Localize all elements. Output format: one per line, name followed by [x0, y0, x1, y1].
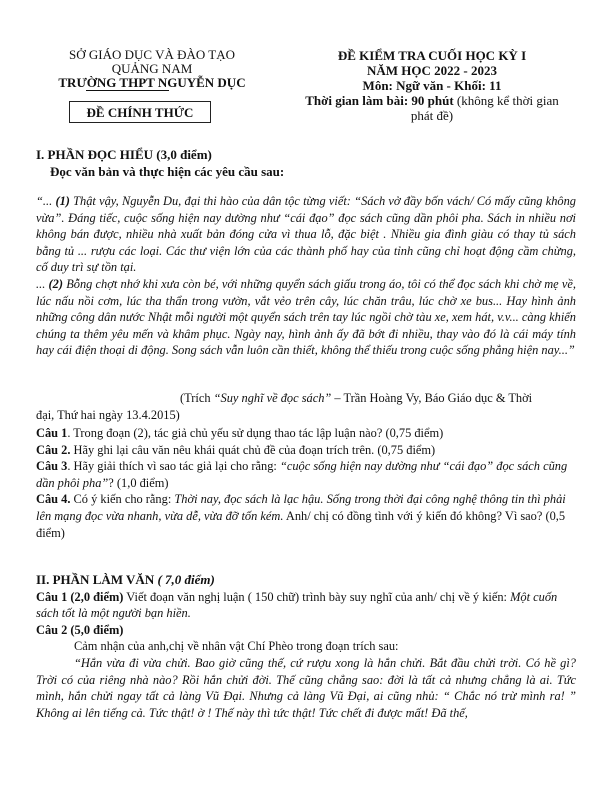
source-prefix: (Trích [180, 391, 214, 405]
source-title: “Suy nghĩ về đọc sách” [213, 391, 332, 405]
subject-grade: Môn: Ngữ văn - Khối: 11 [362, 78, 502, 93]
paragraph-number-2: (2) [48, 276, 63, 291]
quote-open: “... [36, 194, 56, 208]
reading-passage [36, 193, 576, 359]
part2-title-points: ( 7,0 điểm) [157, 572, 215, 587]
department-name: SỞ GIÁO DỤC VÀ ĐÀO TẠO [69, 47, 235, 62]
part2-section [36, 572, 576, 721]
school-name: TRƯỜNG THPT NGUYỄN DỤC [58, 75, 246, 90]
part2-title [36, 572, 576, 589]
part2-question-1-quote: Một cuốn sách tốt là một người bạn hiền. [36, 589, 558, 621]
province-name: QUẢNG NAM [111, 61, 193, 76]
passage-paragraph-1 [36, 193, 576, 276]
question-4-text: Có ý kiến cho rằng: [70, 492, 175, 507]
exam-title: ĐỀ KIỂM TRA CUỐI HỌC KỲ I [337, 48, 527, 63]
question-2-text: Hãy ghi lại câu văn nêu khái quát chủ đề của đoạn trích trên. (0,75 điểm) [70, 442, 436, 457]
question-2 [36, 442, 576, 459]
time-limit-note-cont: phát đề) [410, 108, 454, 123]
source-line-1 [36, 390, 576, 407]
part1-instruction: Đọc văn bản và thực hiện các yêu cầu sau: [50, 163, 285, 179]
question-1 [36, 425, 576, 442]
time-limit [290, 93, 574, 108]
school-name-underline [86, 90, 169, 91]
part2-question-2-intro: Cảm nhận của anh,chị về nhân vật Chí Phèo trong đoạn trích sau: [74, 639, 399, 654]
paragraph-2-text: Bỗng chợt nhớ khi xưa còn bé, với những quyển sách giấu trong áo, tôi có thể đọc sách khi chờ mẹ về, lúc nấu nồi cơm, lúc tha thẩn trong vườn, vắt vẻo trên cây, lúc chăn trâu, lúc chờ xe bus... Hay hình ảnh những công dân nước Nhật mỗi người một quyển sách trên tay lúc ngồi chờ tàu xe, xem hát, v.v... càng khiến chúng ta thêm yêu mến và khâm phục. Ngày nay, hình ảnh ấy đã bớt đi nhiều, thay vào đó là cái máy tính hay cái điện thoại di động. Song sách vẫn luôn cần thiết, không thể thiếu trong cuộc sống phẳng hiện nay...” [36, 276, 576, 358]
time-limit-value: Thời gian làm bài: 90 phút [305, 93, 454, 108]
paragraph-1-text: Thật vậy, Nguyễn Du, đại thi hào của dân tộc từng viết: “Sách vở đầy bốn vách/ Có mấy cũng không vừa”. Đáng tiếc, cuộc sống hiện nay dường như “cái đạo” đọc sách cũng dần phôi pha. Sách in nhiều nơi không bán được, nhiều nhà xuất bản đóng cửa vì thua lỗ, đặc biệt . Nhiều gia đình giàu có thay tủ sách bằng tủ ... rượu các loại. Các thư viện lớn của các thành phố hay của tỉnh cũng chỉ hoạt động cầm chừng, cố duy trì sự tồn tại. [36, 194, 576, 275]
part1-questions [36, 425, 576, 541]
part2-question-1-label: Câu 1 (2,0 điểm) [36, 589, 124, 604]
time-limit-note: (không kể thời gian [453, 93, 559, 108]
part1-section [36, 147, 576, 180]
header-right [290, 48, 574, 123]
school-year: NĂM HỌC 2022 - 2023 [367, 63, 497, 78]
question-4 [36, 491, 576, 541]
part2-title-text: II. PHẦN LÀM VĂN [36, 572, 158, 587]
question-3-points: ? (1,0 điểm) [108, 475, 169, 490]
question-3-label: Câu 3 [36, 459, 68, 474]
ellipsis-open: ... [36, 276, 49, 291]
part2-question-1-text: Viết đoạn văn nghị luận ( 150 chữ) trình bày suy nghĩ của anh/ chị về ý kiến: [123, 589, 511, 604]
chi-pheo-excerpt: “Hắn vừa đi vừa chửi. Bao giờ cũng thế, cứ rượu xong là hắn chửi. Bắt đầu chửi trời. Có hề gì? Trời có của riêng nhà nào? Rồi hắn chửi đời. Thế cũng chẳng sao: đời là tất cả nhưng chẳng là ai. Tức mình, hắn chửi ngay tất cả làng Vũ Đại. Nhưng cả làng Vũ Đại, ai cũng nhủ: “ Chắc nó trừ mình ra! ” Không ai lên tiếng cả. Tức thật! ờ ! Thế này thì tức thật! Tức chết đi được mất! Đã thế, [36, 655, 576, 720]
passage-paragraph-2 [36, 276, 576, 359]
paragraph-number-1: (1) [55, 194, 70, 208]
official-exam-badge: ĐỀ CHÍNH THỨC [69, 101, 211, 123]
question-4-label: Câu 4. [36, 492, 71, 507]
question-3-quote: “cuộc sống hiện nay dường như “cái đạo” đọc sách cũng dần phôi pha” [36, 459, 568, 490]
source-author: – Trần Hoàng Vy, Báo Giáo dục & Thời [331, 391, 533, 405]
question-3 [36, 458, 576, 491]
question-1-text: . Trong đoạn (2), tác giả chủ yếu sử dụng thao tác lập luận nào? (0,75 điểm) [67, 426, 444, 440]
question-2-label: Câu 2. [36, 442, 71, 457]
question-3-text: . Hãy giải thích vì sao tác giả lại cho rằng: [67, 459, 280, 474]
question-4-points: Anh/ chị có đồng tình với ý kiến đó không? Vì sao? (0,5 điểm) [36, 508, 566, 540]
question-1-label: Câu 1 [36, 426, 68, 440]
part1-title: I. PHẦN ĐỌC HIỂU (3,0 điểm) [36, 147, 212, 162]
part2-question-1 [36, 589, 576, 622]
passage-source [36, 390, 576, 423]
part2-question-2-label: Câu 2 (5,0 điểm) [36, 622, 124, 637]
source-line-2: đại, Thứ hai ngày 13.4.2015) [36, 407, 180, 422]
header-left [38, 48, 266, 90]
question-4-quote: Thời nay, đọc sách là lạc hậu. Sống trong thời đại công nghệ thông tin thì phải lên mạng đọc vừa nhanh, vừa dễ, vừa đỡ tốn kém. [36, 492, 566, 523]
